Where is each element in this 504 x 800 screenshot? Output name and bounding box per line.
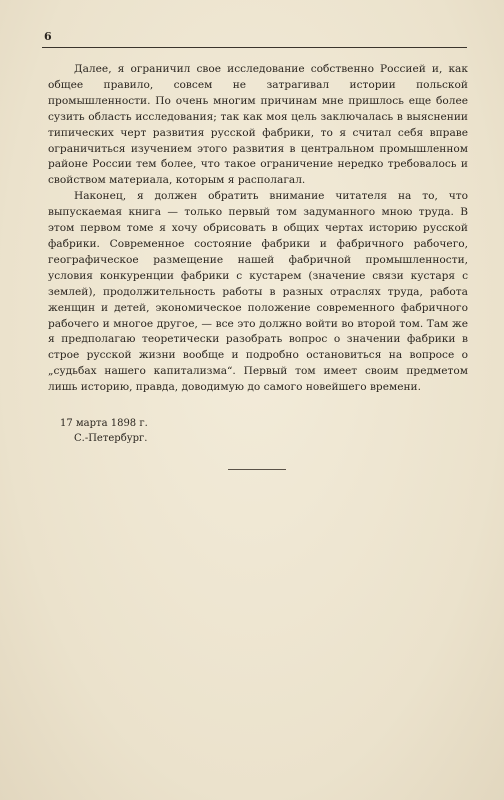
page-number: 6 [44,30,53,43]
header-rule [42,47,467,48]
end-rule [228,469,286,470]
paragraph: Наконец, я должен обратить внимание читателя на то, что выпускаемая книга — только первый том задуманного мною труда. В этом первом томе я хочу обрисовать в общих чертах историю русской фабрики. Современное состояние фабрики и фабричного рабочего, географическое размещение нашей фабричной промышленности, условия конкуренции фабрики с кустарем (значение связи кустаря с землей), продолжительность работы в разных отраслях труда, работа женщин и детей, экономическое положение современного фабричного рабочего и многое другое, — все это должно войти во второй том. Там же я предполагаю теоретически разобрать вопрос о значении фабрики в строе русской жизни вообще и подробно остановиться на вопросе о „судьбах нашего капитализма“. Первый том имеет своим предметом лишь историю, правда, доводимую до самого новейшего времени. [48,190,468,394]
paragraph: Далее, я ограничил свое исследование собственно Россией и, как общее правило, совсем не затрагивал истории польской промышленности. По очень многим причинам мне пришлось еще более сузить область исследования; так как моя цель заключалась в выяснении типических черт развития русской фабрики, то я считал себя вправе ограничиться изучением этого развития в центральном промышленном районе России тем более, что такое ограничение нередко требовалось и свойством материала, которым я располагал. [48,63,468,187]
signature-date: 17 марта 1898 г. [60,418,148,429]
body-text [48,62,468,396]
signature-place: С.-Петербург. [74,433,148,444]
signature-block [60,416,148,446]
